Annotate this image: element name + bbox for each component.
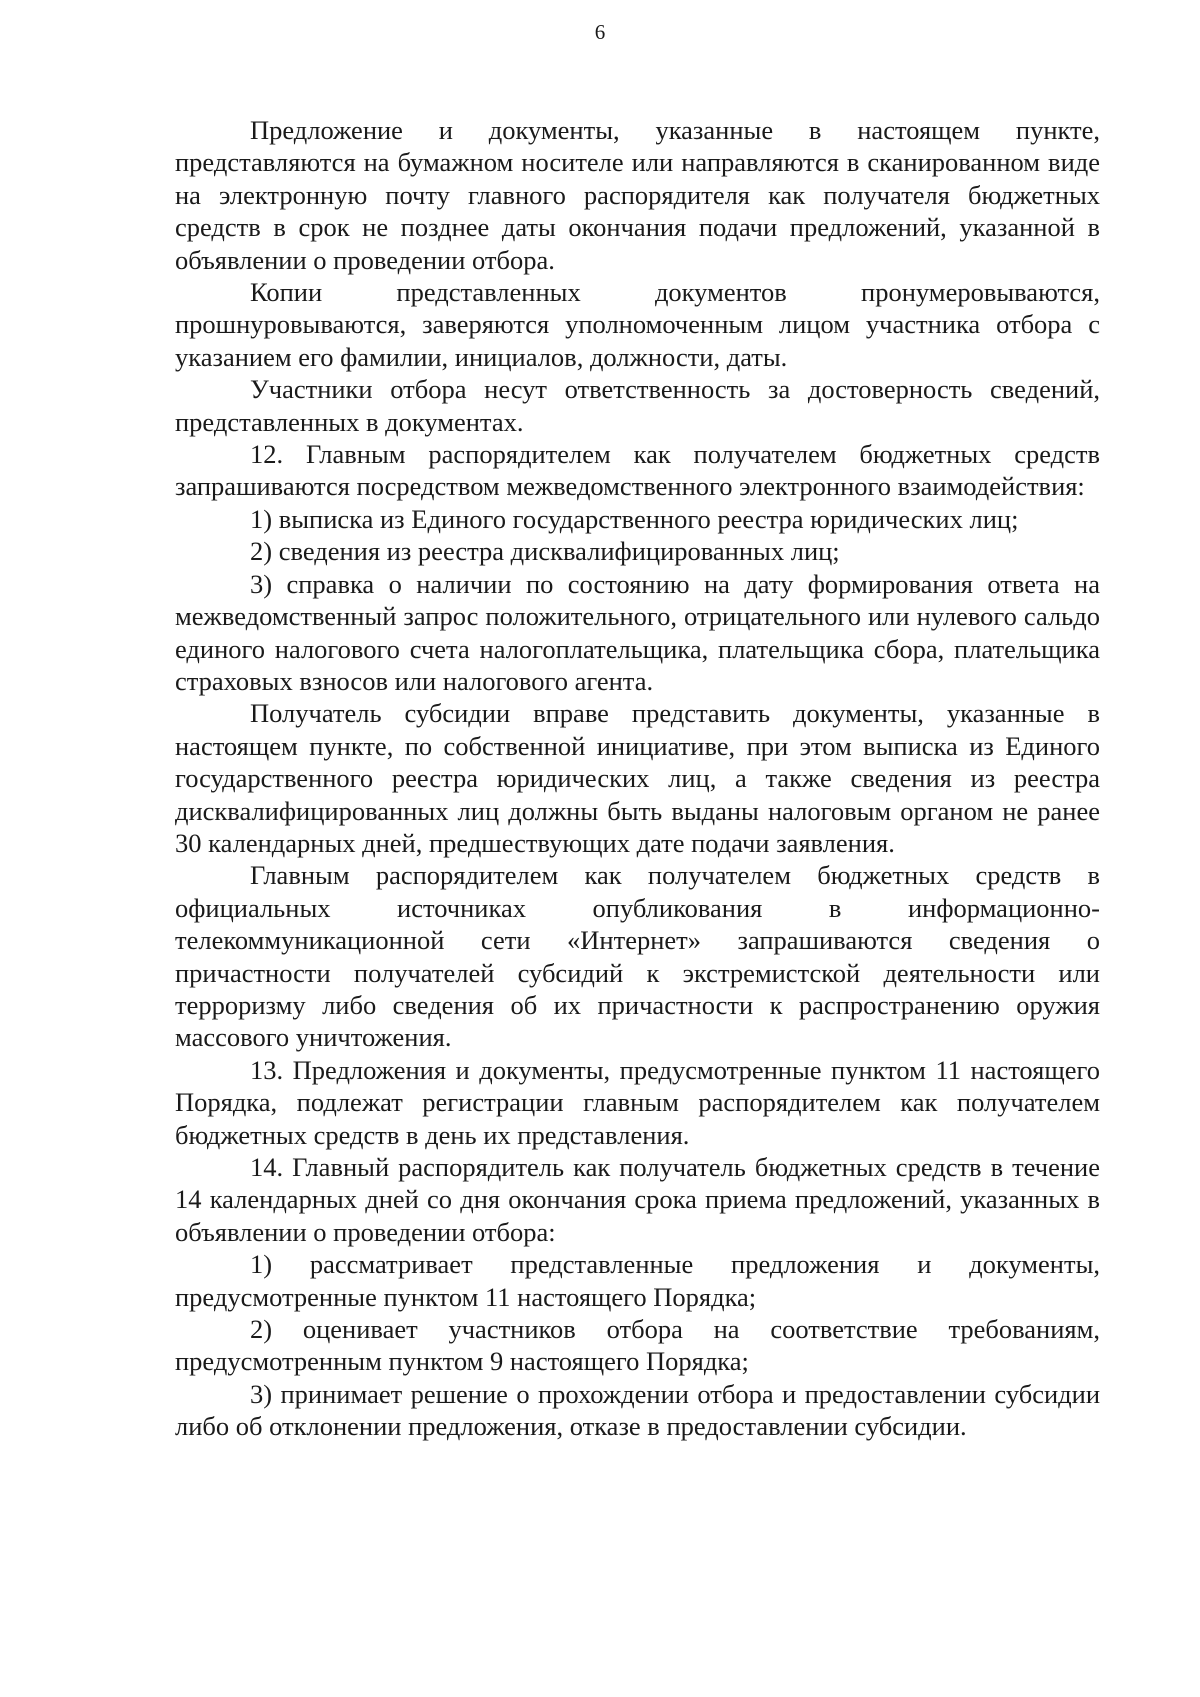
list-item-12-3: 3) справка о наличии по состоянию на дату формирования ответа на межведомственный запрос положительного, отрицательного или нулевого сальдо единого налогового счета налогоплательщика, плательщика сбора, плательщика страховых взносов или налогового агента. xyxy=(175,568,1100,696)
paragraph-extremism-check: Главным распорядителем как получателем бюджетных средств в официальных источниках опубликования в информационно-телекоммуникационной сети «Интернет» запрашиваются сведения о причастности получателей субсидий к экстремистской деятельности или терроризму либо сведения об их причастности к распространению оружия массового уничтожения. xyxy=(175,860,1100,1053)
paragraph-recipient-right: Получатель субсидии вправе представить документы, указанные в настоящем пункте, по собственной инициативе, при этом выписка из Единого государственного реестра юридических лиц, а также сведения из реестра дисквалифицированных лиц должны быть выданы налоговым органом не ранее 30 календарных дней, предшествующих дате подачи заявления. xyxy=(175,698,1100,858)
page-number: 6 xyxy=(594,20,606,44)
paragraph-responsibility: Участники отбора несут ответственность за достоверность сведений, представленных в документах. xyxy=(175,374,1100,437)
paragraph-submission: Предложение и документы, указанные в настоящем пункте, представляются на бумажном носителе или направляются в сканированном виде на электронную почту главного распорядителя как получателя бюджетных средств в срок не позднее даты окончания подачи предложений, указанной в объявлении о проведении отбора. xyxy=(175,115,1100,275)
list-item-14-1: 1) рассматривает представленные предложения и документы, предусмотренные пунктом 11 настоящего Порядка; xyxy=(175,1249,1100,1312)
paragraph-clause-13: 13. Предложения и документы, предусмотренные пунктом 11 настоящего Порядка, подлежат регистрации главным распорядителем как получателем бюджетных средств в день их представления. xyxy=(175,1054,1100,1150)
list-item-14-3: 3) принимает решение о прохождении отбора и предоставлении субсидии либо об отклонении предложения, отказе в предоставлении субсидии. xyxy=(175,1378,1100,1442)
paragraph-clause-14: 14. Главный распорядитель как получатель бюджетных средств в течение 14 календарных дней со дня окончания срока приема предложений, указанных в объявлении о проведении отбора: xyxy=(175,1152,1100,1247)
list-item-12-1: 1) выписка из Единого государственного реестра юридических лиц; xyxy=(250,503,1019,534)
paragraph-clause-12: 12. Главным распорядителем как получателем бюджетных средств запрашиваются посредством межведомственного электронного взаимодействия: xyxy=(175,439,1100,502)
list-item-12-2: 2) сведения из реестра дисквалифицированных лиц; xyxy=(250,536,840,567)
paragraph-copies: Копии представленных документов пронумеровываются, прошнуровываются, заверяются уполномоченным лицом участника отбора с указанием его фамилии, инициалов, должности, даты. xyxy=(175,277,1100,372)
list-item-14-2: 2) оценивает участников отбора на соответствие требованиям, предусмотренным пунктом 9 настоящего Порядка; xyxy=(175,1314,1100,1377)
document-body xyxy=(175,114,1100,1443)
